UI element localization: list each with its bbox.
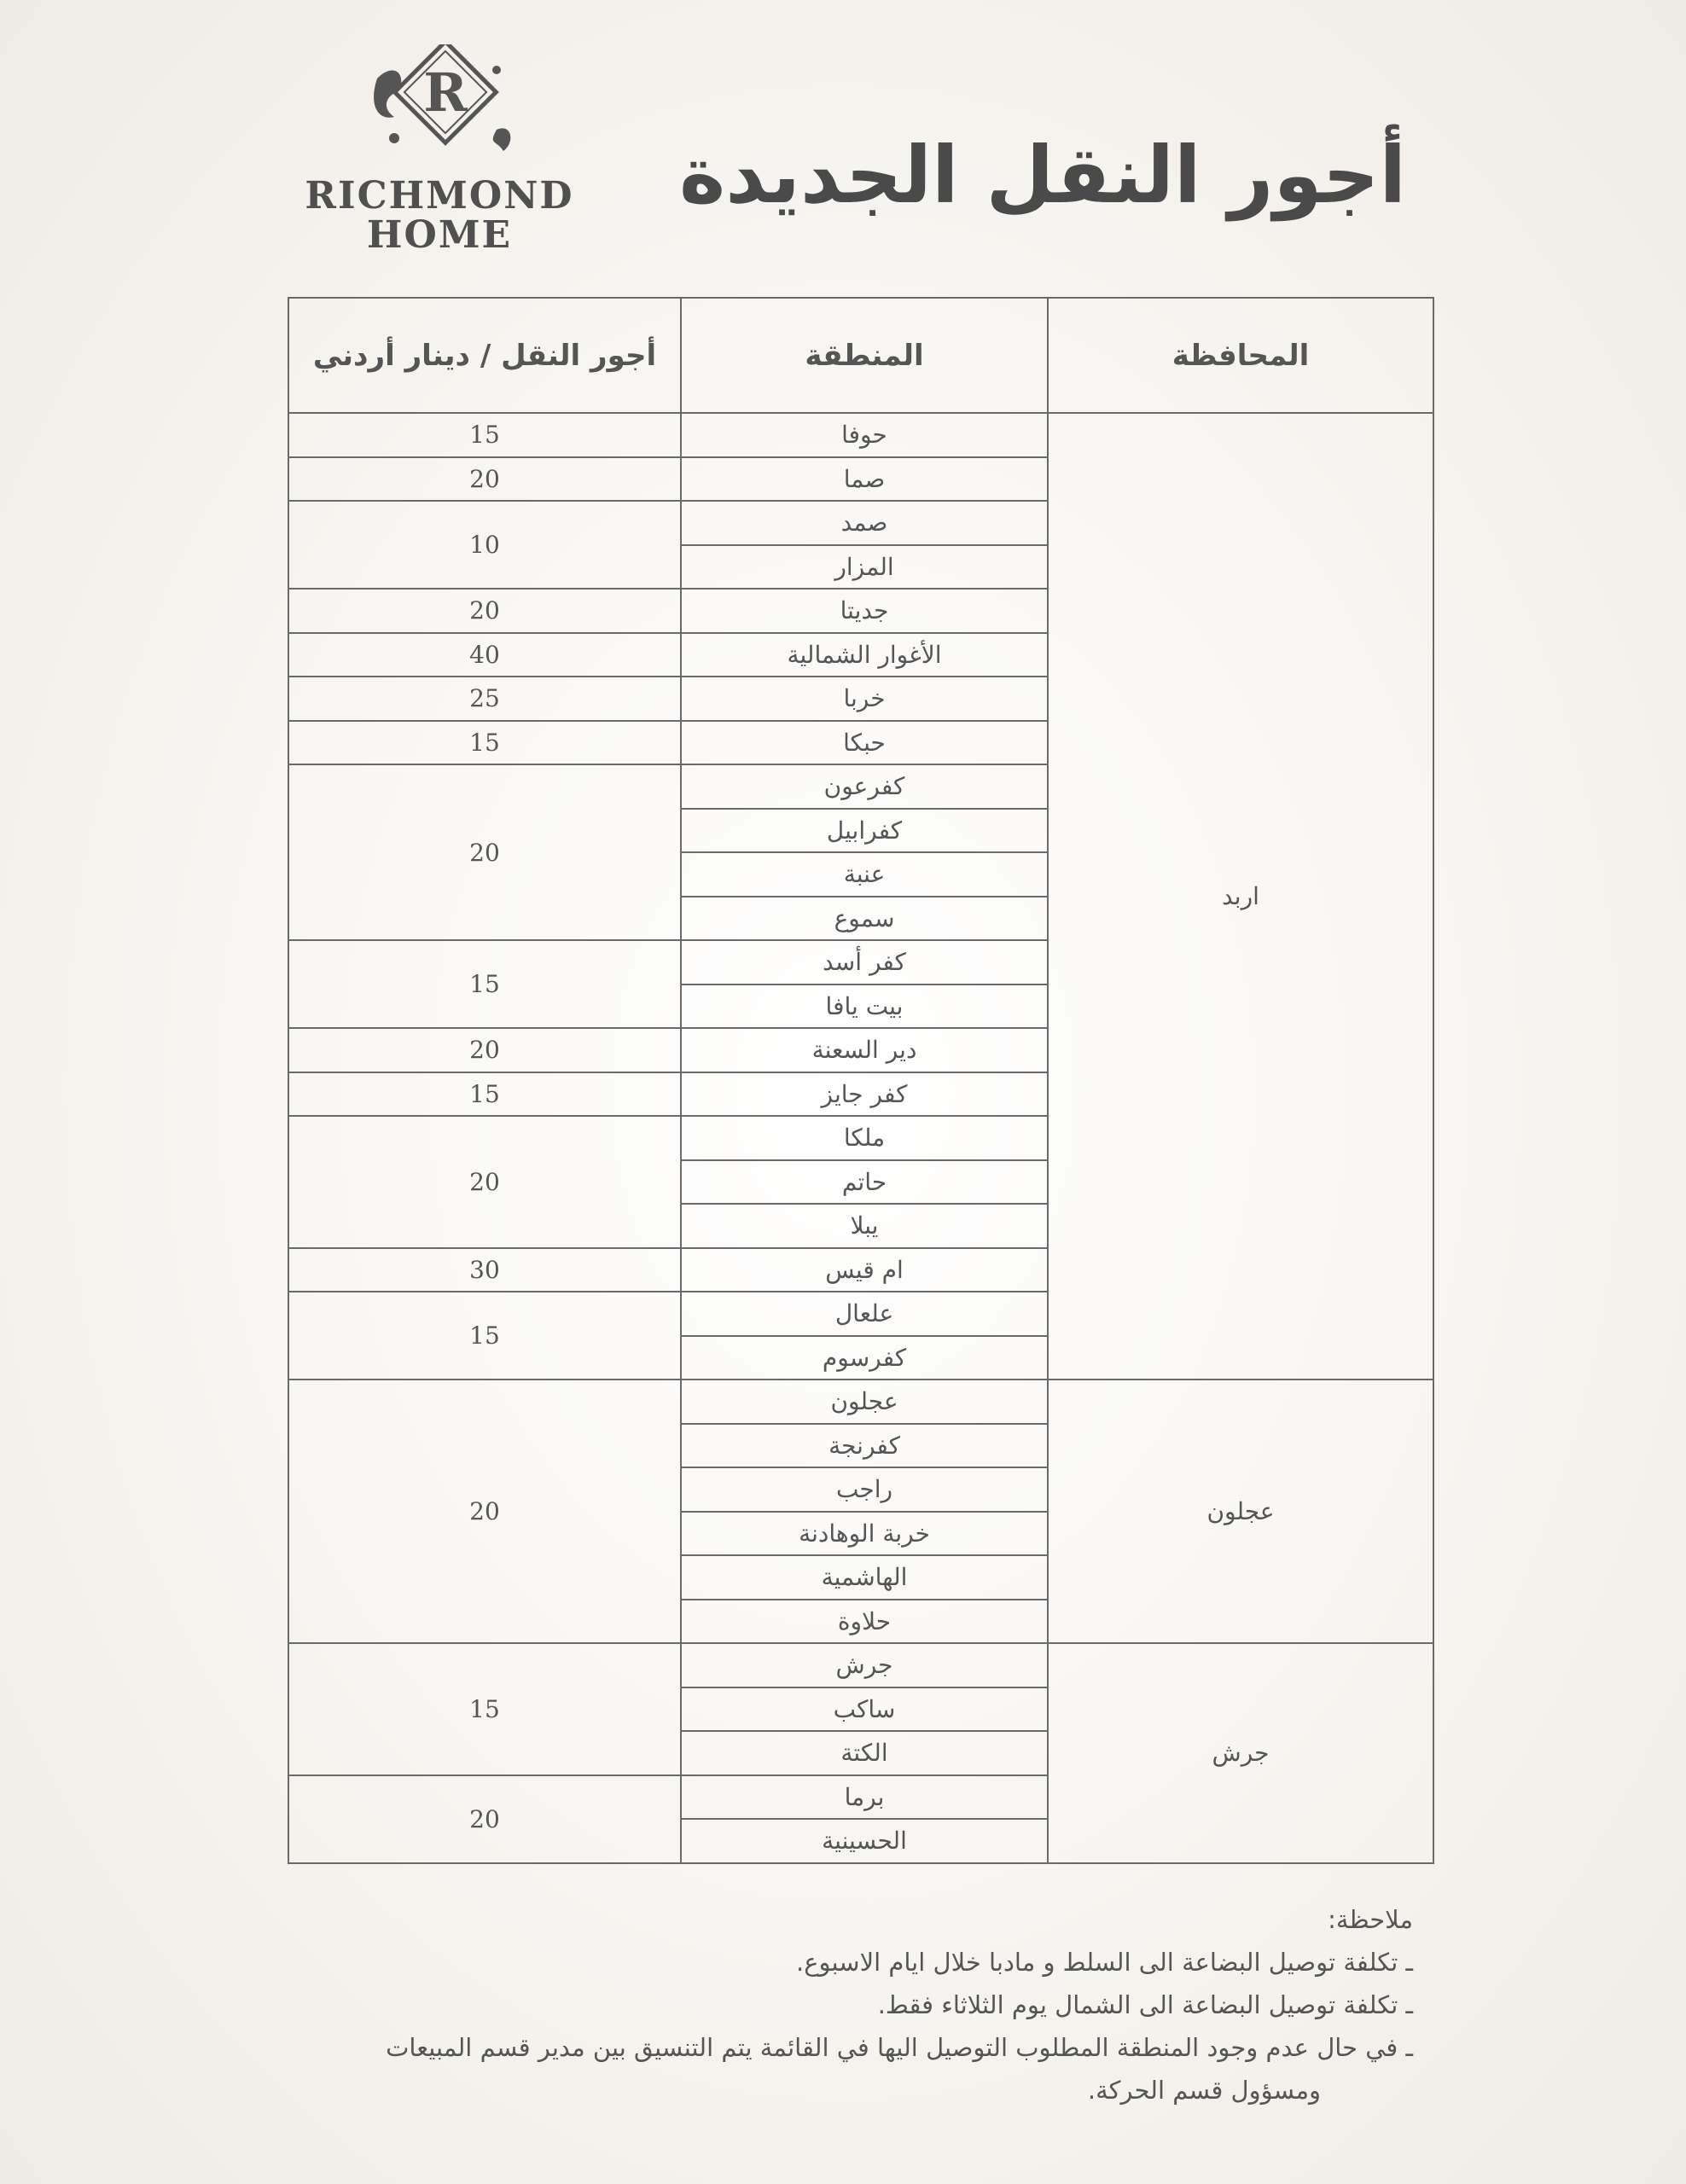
region-cell: كفرنجة: [681, 1424, 1048, 1468]
price-cell: 20: [288, 457, 681, 502]
region-cell: الحسينية: [681, 1819, 1048, 1863]
page-title: أجور النقل الجديدة: [678, 130, 1406, 221]
price-cell: 25: [288, 677, 681, 721]
price-cell: 15: [288, 1643, 681, 1775]
governorate-cell: اربد: [1048, 413, 1433, 1380]
region-cell: دير السعنة: [681, 1028, 1048, 1072]
monogram-letter: R: [423, 61, 468, 124]
price-cell: 15: [288, 1072, 681, 1117]
region-cell: راجب: [681, 1467, 1048, 1512]
region-cell: المزار: [681, 545, 1048, 590]
notes-section: [218, 1898, 1413, 2111]
region-cell: كفرسوم: [681, 1336, 1048, 1380]
price-cell: 20: [288, 589, 681, 633]
region-cell: كفر أسد: [681, 940, 1048, 985]
region-cell: كفرعون: [681, 764, 1048, 809]
price-cell: 30: [288, 1248, 681, 1292]
region-cell: جديتا: [681, 589, 1048, 633]
region-cell: برما: [681, 1775, 1048, 1820]
region-cell: صما: [681, 457, 1048, 502]
region-cell: حلاوة: [681, 1600, 1048, 1644]
region-cell: عنبة: [681, 852, 1048, 897]
region-cell: جرش: [681, 1643, 1048, 1687]
note-continuation: ومسؤول قسم الحركة.: [1087, 2076, 1321, 2105]
region-cell: سموع: [681, 897, 1048, 941]
note-item: ـ تكلفة توصيل البضاعة الى الشمال يوم الثلاثاء فقط.: [877, 1990, 1413, 2019]
region-cell: ام قيس: [681, 1248, 1048, 1292]
header-price: أجور النقل / دينار أردني: [288, 298, 681, 413]
price-cell: 20: [288, 1028, 681, 1072]
region-cell: الهاشمية: [681, 1555, 1048, 1600]
region-cell: ملكا: [681, 1116, 1048, 1160]
table-row: [288, 413, 1433, 457]
region-cell: يبلا: [681, 1204, 1048, 1248]
price-cell: 20: [288, 1116, 681, 1248]
region-cell: علعال: [681, 1292, 1048, 1336]
note-item: ـ في حال عدم وجود المنطقة المطلوب التوصيل اليها في القائمة يتم التنسيق بين مدير قسم المبيعات: [386, 2033, 1413, 2062]
price-cell: 15: [288, 940, 681, 1028]
region-cell: بيت يافا: [681, 985, 1048, 1029]
region-cell: خربة الوهادنة: [681, 1512, 1048, 1556]
price-cell: 15: [288, 1292, 681, 1380]
region-cell: صمد: [681, 501, 1048, 545]
note-item: ـ تكلفة توصيل البضاعة الى السلط و مادبا خلال ايام الاسبوع.: [796, 1948, 1413, 1977]
price-cell: 15: [288, 721, 681, 765]
price-cell: 20: [288, 764, 681, 940]
monogram-emblem-icon: [360, 44, 519, 172]
region-cell: الأغوار الشمالية: [681, 633, 1048, 677]
region-cell: الكتة: [681, 1731, 1048, 1775]
header-region: المنطقة: [681, 298, 1048, 413]
region-cell: حوفا: [681, 413, 1048, 457]
brand-logo: [299, 44, 580, 258]
region-cell: عجلون: [681, 1380, 1048, 1424]
price-cell: 20: [288, 1380, 681, 1643]
region-cell: حاتم: [681, 1160, 1048, 1205]
notes-heading: ملاحظة:: [1328, 1905, 1413, 1934]
brand-name-line1: RICHMOND: [305, 174, 574, 218]
rates-table-body: [288, 413, 1433, 1863]
rates-table: [288, 297, 1434, 1864]
price-cell: 15: [288, 413, 681, 457]
region-cell: كفرابيل: [681, 809, 1048, 853]
region-cell: ساكب: [681, 1687, 1048, 1732]
table-row: [288, 1380, 1433, 1424]
governorate-cell: عجلون: [1048, 1380, 1433, 1643]
table-row: [288, 1643, 1433, 1687]
region-cell: كفر جايز: [681, 1072, 1048, 1117]
price-cell: 40: [288, 633, 681, 677]
region-cell: خربا: [681, 677, 1048, 721]
header-governorate: المحافظة: [1048, 298, 1433, 413]
brand-name-line2: HOME: [366, 213, 513, 257]
governorate-cell: جرش: [1048, 1643, 1433, 1863]
region-cell: حبكا: [681, 721, 1048, 765]
price-cell: 10: [288, 501, 681, 589]
price-cell: 20: [288, 1775, 681, 1863]
